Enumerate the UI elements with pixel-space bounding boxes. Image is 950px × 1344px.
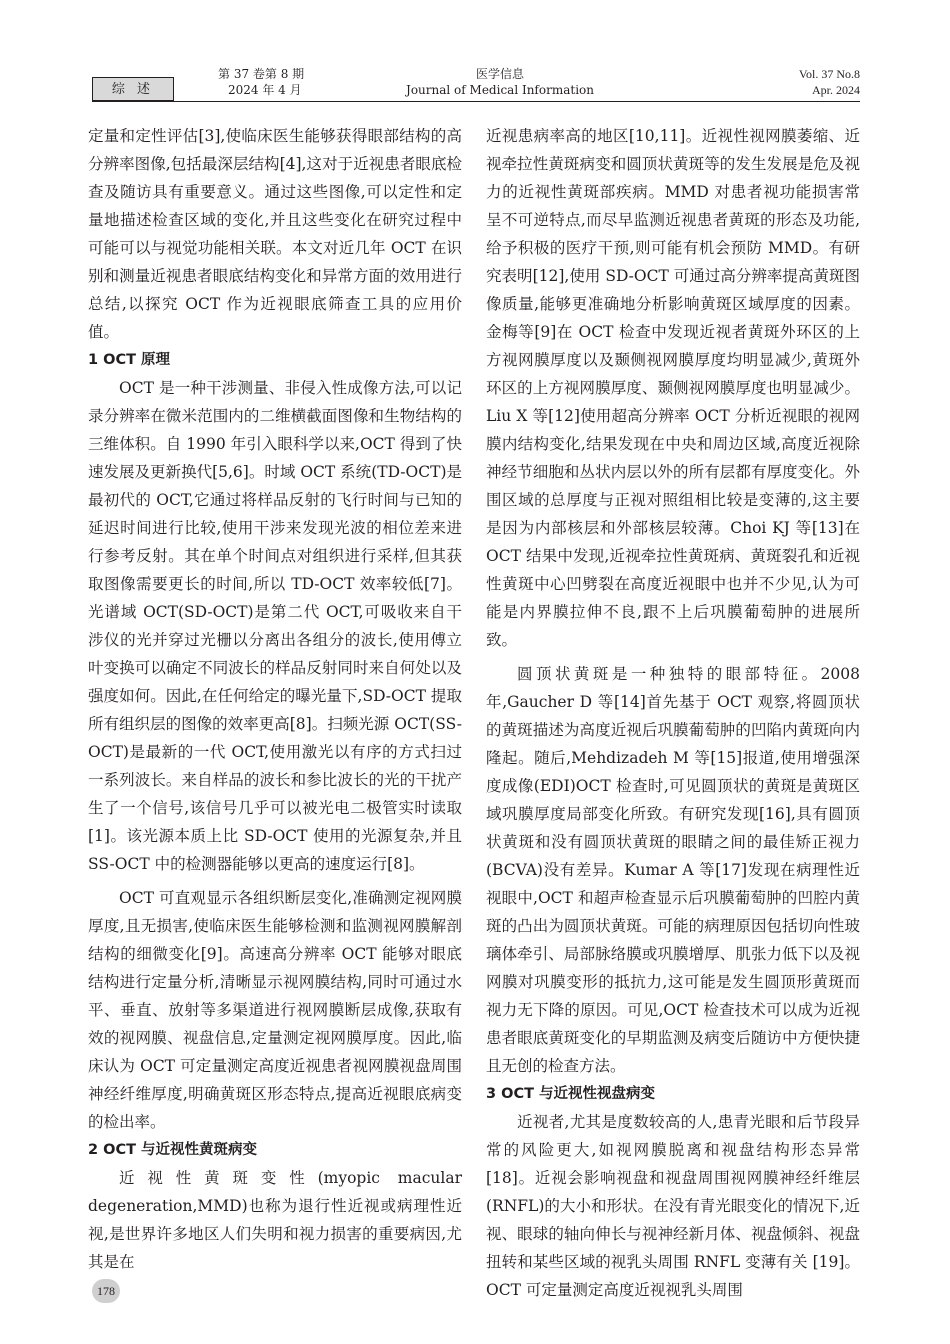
- dome-macula-paragraph: 圆顶状黄斑是一种独特的眼部特征。2008 年,Gaucher D 等[14]首先基于 OCT 观察,将圆顶状的黄斑描述为高度近视后巩膜葡萄肿的凹陷内黄斑向内隆起。随后,Mehdizadeh M 等[15]报道,使用增强深度成像(EDI)OCT 检查时,可见圆顶状的黄斑是黄斑区域巩膜厚度局部变化所致。有研究发现[16],具有圆顶状黄斑和没有圆顶状黄斑的眼睛之间的最佳矫正视力(BCVA)没有差异。Kumar A 等[17]发现在病理性近视眼中,OCT 和超声检查显示后巩膜葡萄肿的凹腔内黄斑的凸出为圆顶状黄斑。可能的病理原因包括切向性玻璃体牵引、局部脉络膜或巩膜增厚、肌张力低下以及视网膜对巩膜变形的抵抗力,这可能是发生圆顶形黄斑而视力无下降的原因。可见,OCT 检查技术可以成为近视患者眼底黄斑变化的早期监测及病变后随访中方便快捷且无创的检查方法。: [486, 665, 860, 1075]
- right-column: [486, 122, 860, 1304]
- issue-info-en: [710, 66, 860, 98]
- page-number: 178: [92, 1279, 120, 1303]
- principle-paragraph: OCT 是一种干涉测量、非侵入性成像方法,可以记录分辨率在微米范围内的二维横截面图像和生物结构的三维体积。自 1990 年引入眼科学以来,OCT 得到了快速发展及更新换代[5,6]。时域 OCT 系统(TD-OCT)是最初代的 OCT,它通过将样品反射的飞行时间与已知的延迟时间进行比较,使用干涉来发现光波的相位差来进行参考反射。其在单个时间点对组织进行采样,但其获取图像需要更长的时间,所以 TD-OCT 效率较低[7]。光谱域 OCT(SD-OCT)是第二代 OCT,可吸收来自干涉仪的光并穿过光栅以分离出各组分的波长,使用傅立叶变换可以确定不同波长的样品反射同时来自何处以及强度如何。因此,在任何给定的曝光量下,SD-OCT 提取所有组织层的图像的效率更高[8]。扫频光源 OCT(SS-OCT)是最新的一代 OCT,使用激光以有序的方式扫过一系列波长。来自样品的波长和参比波长的光的干扰产生了一个信号,该信号几乎可以被光电二极管实时读取[1]。该光源本质上比 SD-OCT 使用的光源复杂,并且 SS-OCT 中的检测器能够以更高的速度运行[8]。: [88, 379, 462, 873]
- macular-paragraph-start: 近视性黄斑变性(myopic macular degeneration,MMD)也称为退行性近视或病理性近视,是世界许多地区人们失明和视力损害的重要病因,尤其是在: [88, 1169, 462, 1271]
- section-label: 综 述: [92, 77, 174, 101]
- header-rule: [92, 101, 860, 102]
- macular-paragraph-continued: 近视患病率高的地区[10,11]。近视性视网膜萎缩、近视牵拉性黄斑病变和圆顶状黄斑等的发生发展是危及视力的近视性黄斑部疾病。MMD 对患者视功能损害常呈不可逆特点,而尽早监测近视患者黄斑的形态及功能,给予积极的医疗干预,则可能有机会预防 MMD。有研究表明[12],使用 SD-OCT 可通过高分辨率提高黄斑图像质量,能够更准确地分析影响黄斑区域厚度的因素。金梅等[9]在 OCT 检查中发现近视者黄斑外环区的上方视网膜厚度以及颞侧视网膜厚度均明显减少,黄斑外环区的上方视网膜厚度、颞侧视网膜厚度也明显减少。Liu X 等[12]使用超高分辨率 OCT 分析近视眼的视网膜内结构变化,结果发现在中央和周边区域,高度近视除神经节细胞和丛状内层以外的所有层都有厚度变化。外围区域的总厚度与正视对照组相比较是变薄的,这主要是因为内部核层和外部核层较薄。Choi KJ 等[13]在 OCT 结果中发现,近视牵拉性黄斑病、黄斑裂孔和近视性黄斑中心凹劈裂在高度近视眼中也并不少见,认为可能是内界膜拉伸不良,跟不上后巩膜葡萄肿的进展所致。: [486, 127, 860, 649]
- intro-paragraph: 定量和定性评估[3],使临床医生能够获得眼部结构的高分辨率图像,包括最深层结构[4],这对于近视患者眼底检查及随访具有重要意义。通过这些图像,可以定性和定量地描述检查区域的变化,并且这些变化在研究过程中可能可以与视觉功能相关联。本文对近几年 OCT 在识别和测量近视患者眼底结构变化和异常方面的效用进行总结,以探究 OCT 作为近视眼底筛查工具的应用价值。: [88, 127, 462, 341]
- date-cn: 2024 年 4 月: [228, 83, 302, 97]
- date-en: Apr. 2024: [812, 83, 860, 97]
- journal-name-cn: 医学信息: [475, 67, 524, 81]
- volume-en: Vol. 37 No.8: [798, 67, 860, 81]
- section-heading-1: 1 OCT 原理: [88, 352, 171, 368]
- page-header: [0, 0, 950, 110]
- volume-cn: 第 37 卷第 8 期: [218, 67, 305, 81]
- issue-info-cn: [218, 66, 304, 98]
- section-heading-2: 2 OCT 与近视性黄斑病变: [88, 1142, 258, 1158]
- left-column: [88, 122, 462, 1276]
- direct-display-paragraph: OCT 可直观显示各组织断层变化,准确测定视网膜厚度,且无损害,使临床医生能够检测和监测视网膜解剖结构的细微变化[9]。高速高分辨率 OCT 能够对眼底结构进行定量分析,清晰显示视网膜结构,同时可通过水平、垂直、放射等多渠道进行视网膜断层成像,获取有效的视网膜、视盘信息,定量测定视网膜厚度。因此,临床认为 OCT 可定量测定高度近视患者视网膜视盘周围神经纤维厚度,明确黄斑区形态特点,提高近视眼底病变的检出率。: [88, 889, 462, 1131]
- optic-disc-paragraph: 近视者,尤其是度数较高的人,患青光眼和后节段异常的风险更大,如视网膜脱离和视盘结构形态异常[18]。近视会影响视盘和视盘周围视网膜神经纤维层(RNFL)的大小和形状。在没有青光眼变化的情况下,近视、眼球的轴向伸长与视神经新月体、视盘倾斜、视盘扭转和某些区域的视乳头周围 RNFL 变薄有关 [19]。OCT 可定量测定高度近视视乳头周围: [486, 1113, 860, 1299]
- journal-name-en: Journal of Medical Information: [406, 83, 594, 97]
- journal-title: [370, 66, 630, 98]
- section-heading-3: 3 OCT 与近视性视盘病变: [486, 1086, 656, 1102]
